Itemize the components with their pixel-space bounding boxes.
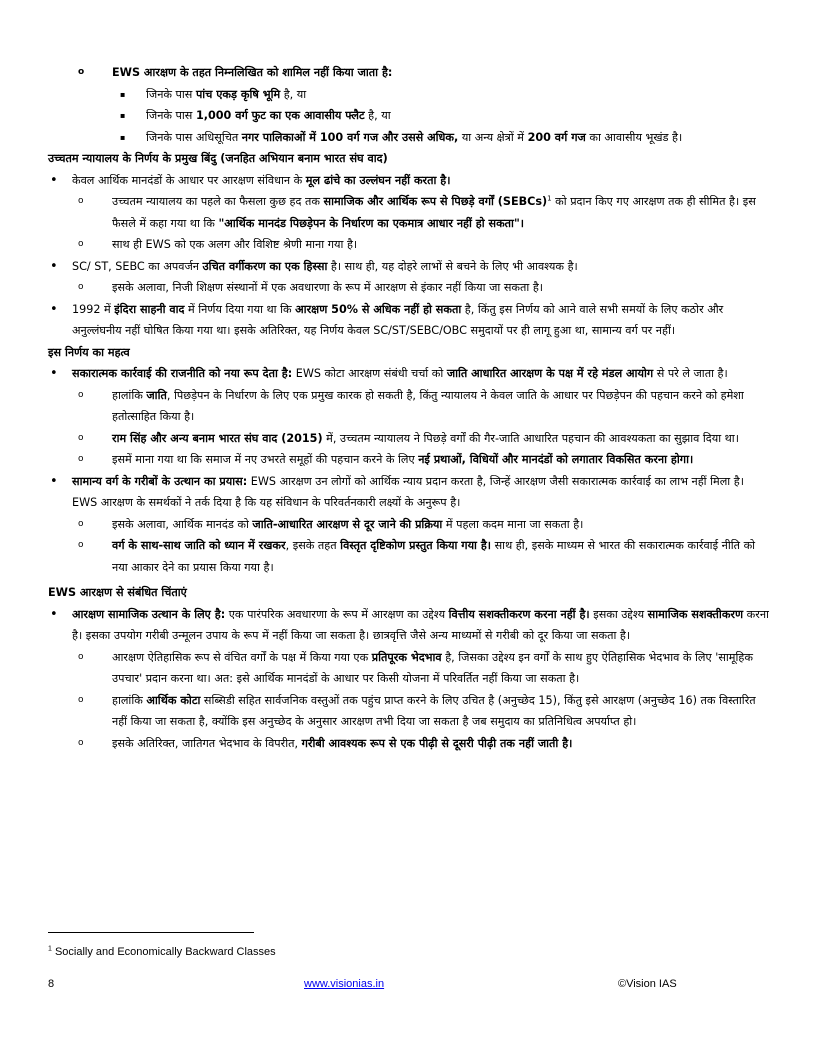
item-bold: जाति-आधारित आरक्षण से दूर जाने की प्रक्रिया [252,517,443,531]
list-item [48,170,772,192]
item-text: करना है। इसका उपयोग गरीबी उन्मूलन उपाय के रूप में नहीं किया जा सकता है। छात्रवृत्ति जैसे अन्य माध्यमों से गरीबी को दूर किया जा सकता है। [72,607,769,642]
item-text: है, किंतु इस निर्णय को आने वाले सभी समयों के लिए कठोर और अनुल्लंघनीय नहीं घोषित किया गया था। इसके अतिरिक्त, यह निर्णय केवल SC/ST/SEBC/OBC समुदायों पर ही लागू हुआ था, सामान्य वर्ग पर नहीं। [72,302,724,337]
copyright: ©Vision IAS [618,978,677,990]
item-bold: इंदिरा साहनी वाद [114,302,185,316]
footnote-divider [48,932,254,933]
item-bold: प्रतिपूरक भेदभाव [371,650,442,664]
item-text: है, या [364,109,391,122]
page-footer [48,978,772,998]
square-bullet-icon: ▪ [120,111,126,120]
item-bold: विस्तृत दृष्टिकोण प्रस्तुत किया गया है। [340,539,492,552]
page-number: 8 [48,978,55,990]
list-item [48,84,772,106]
item-bold: "आर्थिक मानदंड पिछड़ेपन के निर्धारण का एकमात्र आधार नहीं हो सकता"। [218,216,525,230]
disc-bullet-icon: • [50,301,58,317]
item-text: केवल आर्थिक मानदंडों के आधार पर आरक्षण संविधान के [72,173,306,187]
circle-bullet-icon: o [78,694,84,705]
item-text: EWS आरक्षण के तहत निम्नलिखित को शामिल नहीं किया जाता है: [112,66,393,79]
circle-bullet-icon: o [78,540,84,550]
section-heading: EWS आरक्षण से संबंधित चिंताएं [48,586,187,599]
list-item [48,449,772,471]
square-bullet-icon: ▪ [120,132,126,142]
item-text: से परे ले जाता है। [653,367,728,380]
item-bold: मूल ढांचे का उल्लंघन नहीं करता है। [305,173,451,187]
item-text: में, उच्चतम न्यायालय ने पिछड़े वर्गों की गैर-जाति आधारित पहचान की आवश्यकता का सुझाव दिया था। [322,431,739,445]
item-text: इसके अतिरिक्त, जातिगत भेदभाव के विपरीत, [112,736,302,750]
disc-bullet-icon: • [50,473,58,489]
disc-bullet-icon: • [50,172,58,188]
item-text: साथ ही, इसके माध्यम से भारत की सकारात्मक कार्रवाई नीति को नया आकार देने का प्रयास किया गया है। [112,539,756,574]
list-item [48,690,772,733]
list-item [48,428,772,450]
list-item [48,471,772,514]
circle-bullet-icon: o [78,239,84,249]
circle-bullet-icon: o [78,196,84,206]
item-text: EWS कोटा आरक्षण संबंधी चर्चा को [292,367,447,380]
list-item [48,299,772,342]
item-text: जिनके पास [146,87,196,101]
item-bold: पांच एकड़ कृषि भूमि [195,87,281,101]
item-text: या अन्य क्षेत्रों में [458,130,528,144]
circle-bullet-icon: o [78,737,84,748]
list-item [48,62,772,84]
item-bold: 1,000 वर्ग फुट का एक आवासीय फ्लैट [195,109,365,122]
list-item [48,647,772,690]
item-text: है, जिसका उद्देश्य इन वर्गों के साथ हुए ऐतिहासिक भेदभाव के लिए 'सामूहिक उपचार' प्रदान करना था। अत: इसे आर्थिक मानदंडों के आधार पर किसी योजना में परिवर्तित नहीं किया जा सकता है। [112,650,753,685]
item-text: एक पारंपरिक अवधारणा के रूप में आरक्षण का उद्देश्य [225,607,449,621]
circle-bullet-icon: o [78,651,84,662]
item-bold: सामान्य वर्ग के गरीबों के उत्थान का प्रयास: [72,474,248,488]
item-bold: सकारात्मक कार्रवाई की राजनीति को नया रूप देता है: [72,367,293,380]
disc-bullet-icon: • [50,606,58,622]
item-text: , पिछड़ेपन के निर्धारण के लिए एक प्रमुख कारक हो सकती है, किंतु न्यायालय ने केवल जाति के आधार पर पिछड़ेपन की पहचान करने को हमेशा हतोत्साहित किया है। [112,388,744,423]
footnote-reference[interactable]: 1 [547,194,552,203]
list-item [48,127,772,149]
item-text: साथ ही EWS को एक अलग और विशिष्ट श्रेणी माना गया है। [112,238,358,251]
square-bullet-icon: ▪ [120,89,126,99]
item-text: हालांकि [112,693,147,707]
circle-bullet-icon: o [78,67,85,77]
list-item [48,363,772,385]
disc-bullet-icon: • [50,366,58,381]
list-item [48,535,772,578]
item-text: इसके अलावा, निजी शिक्षण संस्थानों में एक अवधारणा के रूप में आरक्षण से इंकार नहीं किया जा सकता है। [112,281,544,294]
item-bold: नगर पालिकाओं में 100 वर्ग गज और उससे अधिक, [241,130,459,144]
item-bold: सामाजिक और आर्थिक रूप से पिछड़े वर्गों (SEBCs) [323,195,548,208]
list-item [48,604,772,647]
item-text: इसमें माना गया था कि समाज में नए उभरते समूहों की पहचान करने के लिए [112,453,419,466]
item-text: 1992 में [72,302,115,316]
section-heading: उच्चतम न्यायालय के निर्णय के प्रमुख बिंदु (जनहित अभियान बनाम भारत संघ वाद) [48,152,388,165]
item-bold: राम सिंह और अन्य बनाम भारत संघ वाद (2015) [112,431,323,445]
item-text: उच्चतम न्यायालय का पहले का फैसला कुछ हद तक [112,195,324,208]
item-bold: 200 वर्ग गज [527,130,586,144]
item-text: हालांकि [112,388,147,402]
list-item [48,514,772,536]
item-bold: गरीबी आवश्यक रूप से एक पीढ़ी से दूसरी पीढ़ी तक नहीं जाती है। [301,736,573,750]
item-bold: नई प्रथाओं, विधियों और मानदंडों को लगातार विकसित करना होगा। [418,453,694,466]
item-text: आरक्षण ऐतिहासिक रूप से वंचित वर्गों के पक्ष में किया गया एक [112,650,372,664]
item-text: SC/ ST, SEBC का अपवर्जन [72,259,203,273]
footnote-text: Socially and Economically Backward Classes [51,946,276,958]
circle-bullet-icon: o [78,432,84,443]
item-bold: वित्तीय सशक्तीकरण करना नहीं है। [448,607,590,621]
item-bold: वर्ग के साथ-साथ जाति को ध्यान में रखकर [112,539,286,552]
item-text: EWS आरक्षण उन लोगों को आर्थिक न्याय प्रदान करता है, जिन्हें आरक्षण जैसी सकारात्मक कार्रवाई का लाभ नहीं मिला है। EWS आरक्षण के समर्थकों ने तर्क दिया है कि यह संविधान के परिवर्तनकारी लक्ष्यों के अनुरूप है। [72,474,744,509]
item-text: है, या [280,87,307,101]
item-bold: जाति [146,388,167,402]
item-text: , इसके तहत [285,539,341,552]
item-text: इसके अलावा, आर्थिक मानदंड को [112,517,253,531]
item-bold: आर्थिक कोटा [146,693,201,707]
circle-bullet-icon: o [78,454,84,464]
list-item [48,191,772,234]
circle-bullet-icon: o [78,518,84,529]
item-bold: आरक्षण 50% से अधिक नहीं हो सकता [295,302,462,316]
list-item [48,234,772,256]
list-item [48,385,772,428]
item-text: का आवासीय भूखंड है। [585,130,683,144]
circle-bullet-icon: o [78,389,84,400]
item-text: में निर्णय दिया गया था कि [184,302,296,316]
website-link[interactable]: www.visionias.in [304,978,385,990]
item-text: में पहला कदम माना जा सकता है। [442,517,584,531]
list-item [48,105,772,127]
item-bold: उचित वर्गीकरण का एक हिस्सा [202,259,328,273]
item-text: है। साथ ही, यह दोहरे लाभों से बचने के लिए भी आवश्यक है। [327,259,578,273]
item-text: जिनके पास [146,109,196,122]
footnote-mark: 1 [48,945,52,953]
item-text: जिनके पास अधिसूचित [146,130,242,144]
item-bold: आरक्षण सामाजिक उत्थान के लिए है: [72,607,226,621]
item-text: सब्सिडी सहित सार्वजनिक वस्तुओं तक पहुंच प्राप्त करने के लिए उचित है (अनुच्छेद 15), किंतु इसे आरक्षण (अनुच्छेद 16) तक विस्तारित नहीं किया जा सकता है, क्योंकि इस अनुच्छेद के अनुसार आरक्षण तभी दिया जा सकता है जब समुदाय का प्रतिनिधित्व अपर्याप्त हो। [112,693,756,728]
disc-bullet-icon: • [50,258,58,274]
circle-bullet-icon: o [78,282,84,292]
list-item [48,733,772,755]
section-heading: इस निर्णय का महत्व [48,345,130,359]
item-bold: जाति आधारित आरक्षण के पक्ष में रहे मंडल आयोग [446,367,654,380]
item-text: को प्रदान किए गए आरक्षण तक ही सीमित है। इस फैसले में कहा गया था कि [112,195,756,230]
item-text: इसका उद्देश्य [589,607,648,621]
item-bold: सामाजिक सशक्तीकरण [647,607,744,621]
list-item [48,277,772,299]
footnote [48,946,276,958]
document-body [48,62,772,754]
list-item [48,256,772,278]
